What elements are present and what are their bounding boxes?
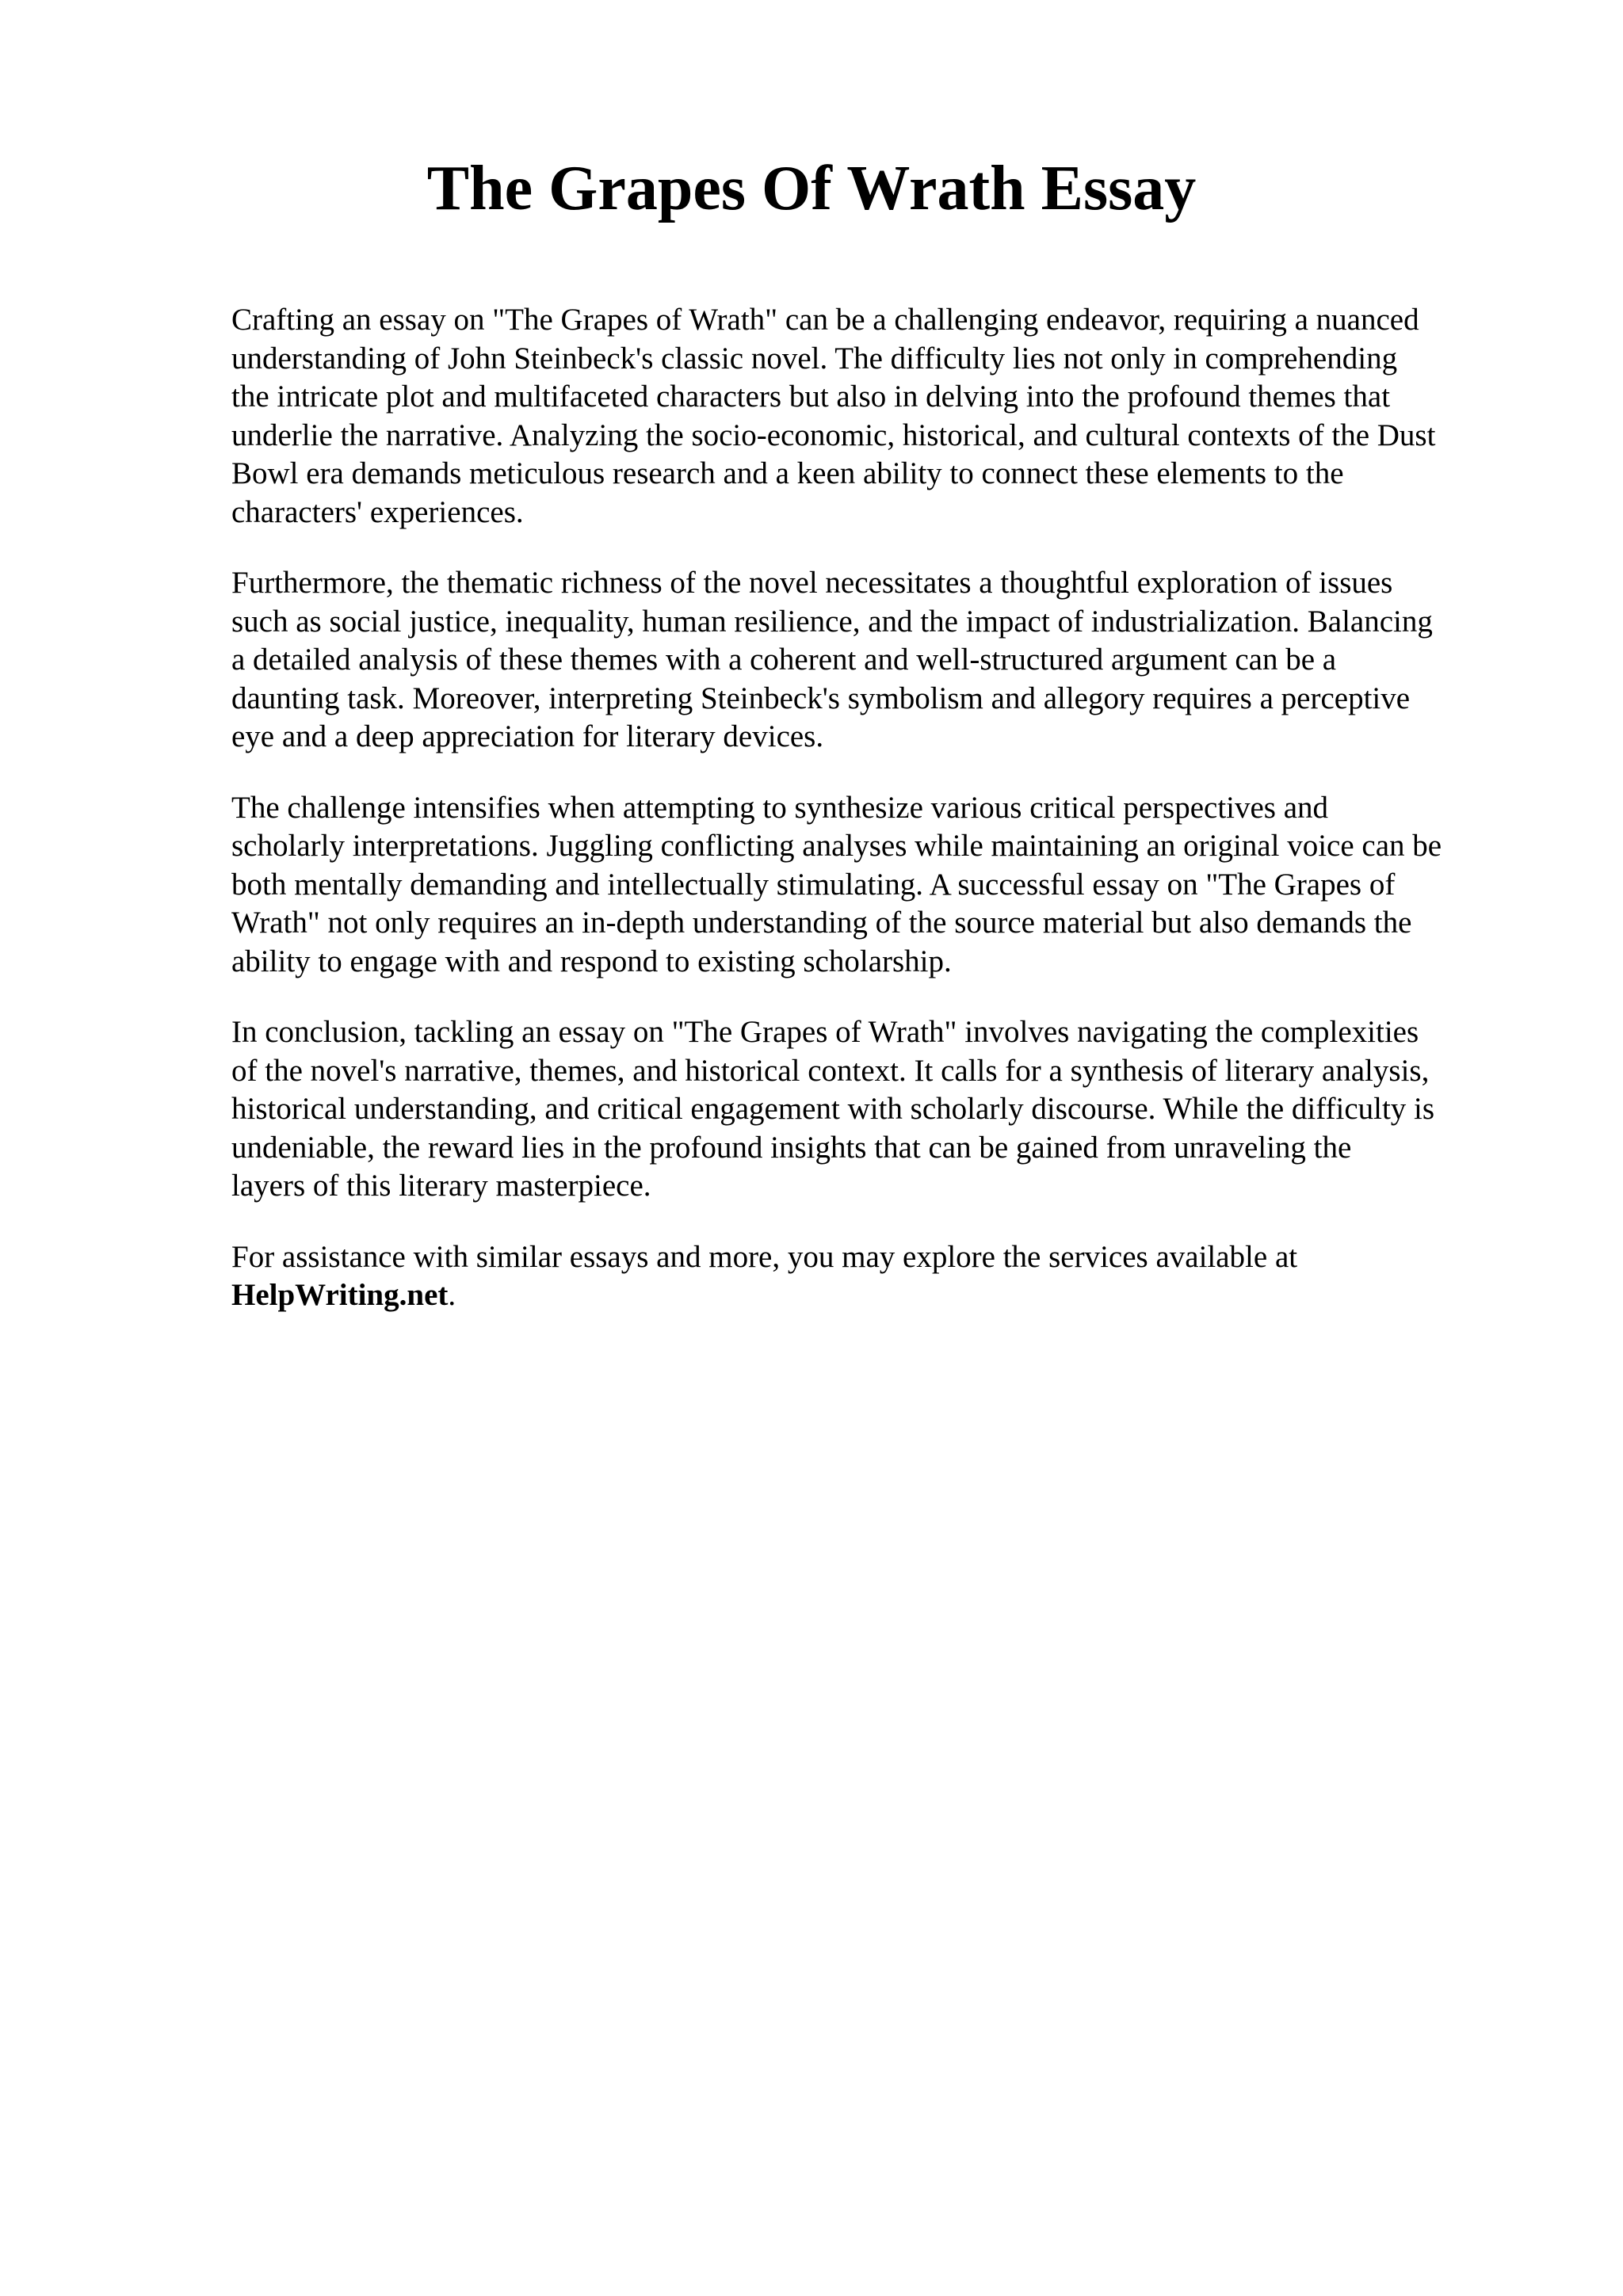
text-line: understanding of John Steinbeck's classic novel. The difficulty lies not only in comprehending bbox=[231, 341, 1398, 376]
closing-period: . bbox=[448, 1278, 456, 1312]
closing-link-line bbox=[231, 1276, 1563, 1315]
text-line: scholarly interpretations. Juggling conflicting analyses while maintaining an original voice can be bbox=[231, 829, 1442, 863]
text-line: of the novel's narrative, themes, and historical context. It calls for a synthesis of literary analysis, bbox=[231, 1053, 1430, 1088]
text-line: characters' experiences. bbox=[231, 494, 524, 529]
text-line: In conclusion, tackling an essay on "The Grapes of Wrath" involves navigating the complexities bbox=[231, 1015, 1419, 1049]
text-line: a detailed analysis of these themes with a coherent and well-structured argument can be a bbox=[231, 643, 1337, 677]
text-line: Furthermore, the thematic richness of the novel necessitates a thoughtful exploration of issues bbox=[231, 566, 1393, 600]
text-line: the intricate plot and multifaceted characters but also in delving into the profound themes that bbox=[231, 379, 1391, 414]
text-line: ability to engage with and respond to existing scholarship. bbox=[231, 944, 952, 978]
text-line: daunting task. Moreover, interpreting Steinbeck's symbolism and allegory requires a perceptive bbox=[231, 681, 1411, 715]
helpwriting-link[interactable]: HelpWriting.net bbox=[231, 1278, 449, 1312]
paragraph-4 bbox=[231, 1013, 1563, 1206]
text-line: historical understanding, and critical engagement with scholarly discourse. While the difficulty is bbox=[231, 1092, 1435, 1126]
text-line: Wrath" not only requires an in-depth understanding of the source material but also demands the bbox=[231, 906, 1412, 940]
paragraph-1 bbox=[231, 301, 1563, 532]
text-line: undeniable, the reward lies in the profound insights that can be gained from unraveling the bbox=[231, 1130, 1352, 1165]
closing-text-line: For assistance with similar essays and more, you may explore the services available at bbox=[231, 1239, 1298, 1274]
text-line: Bowl era demands meticulous research and a keen ability to connect these elements to the bbox=[231, 456, 1344, 490]
text-line: eye and a deep appreciation for literary devices. bbox=[231, 719, 824, 753]
text-line: Crafting an essay on "The Grapes of Wrath" can be a challenging endeavor, requiring a nuanced bbox=[231, 303, 1419, 337]
text-line: underlie the narrative. Analyzing the socio-economic, historical, and cultural contexts of the Dust bbox=[231, 418, 1436, 452]
paragraph-3 bbox=[231, 789, 1563, 982]
text-line: such as social justice, inequality, human resilience, and the impact of industrialization. Balancing bbox=[231, 604, 1433, 639]
closing-paragraph bbox=[231, 1238, 1563, 1315]
page-title: The Grapes Of Wrath Essay bbox=[426, 154, 1197, 223]
paragraph-2 bbox=[231, 564, 1563, 757]
text-line: both mentally demanding and intellectually stimulating. A successful essay on "The Grapes of bbox=[231, 867, 1396, 902]
text-line: layers of this literary masterpiece. bbox=[231, 1169, 651, 1203]
essay-body bbox=[231, 301, 1563, 1348]
text-line: The challenge intensifies when attempting to synthesize various critical perspectives and bbox=[231, 790, 1329, 825]
